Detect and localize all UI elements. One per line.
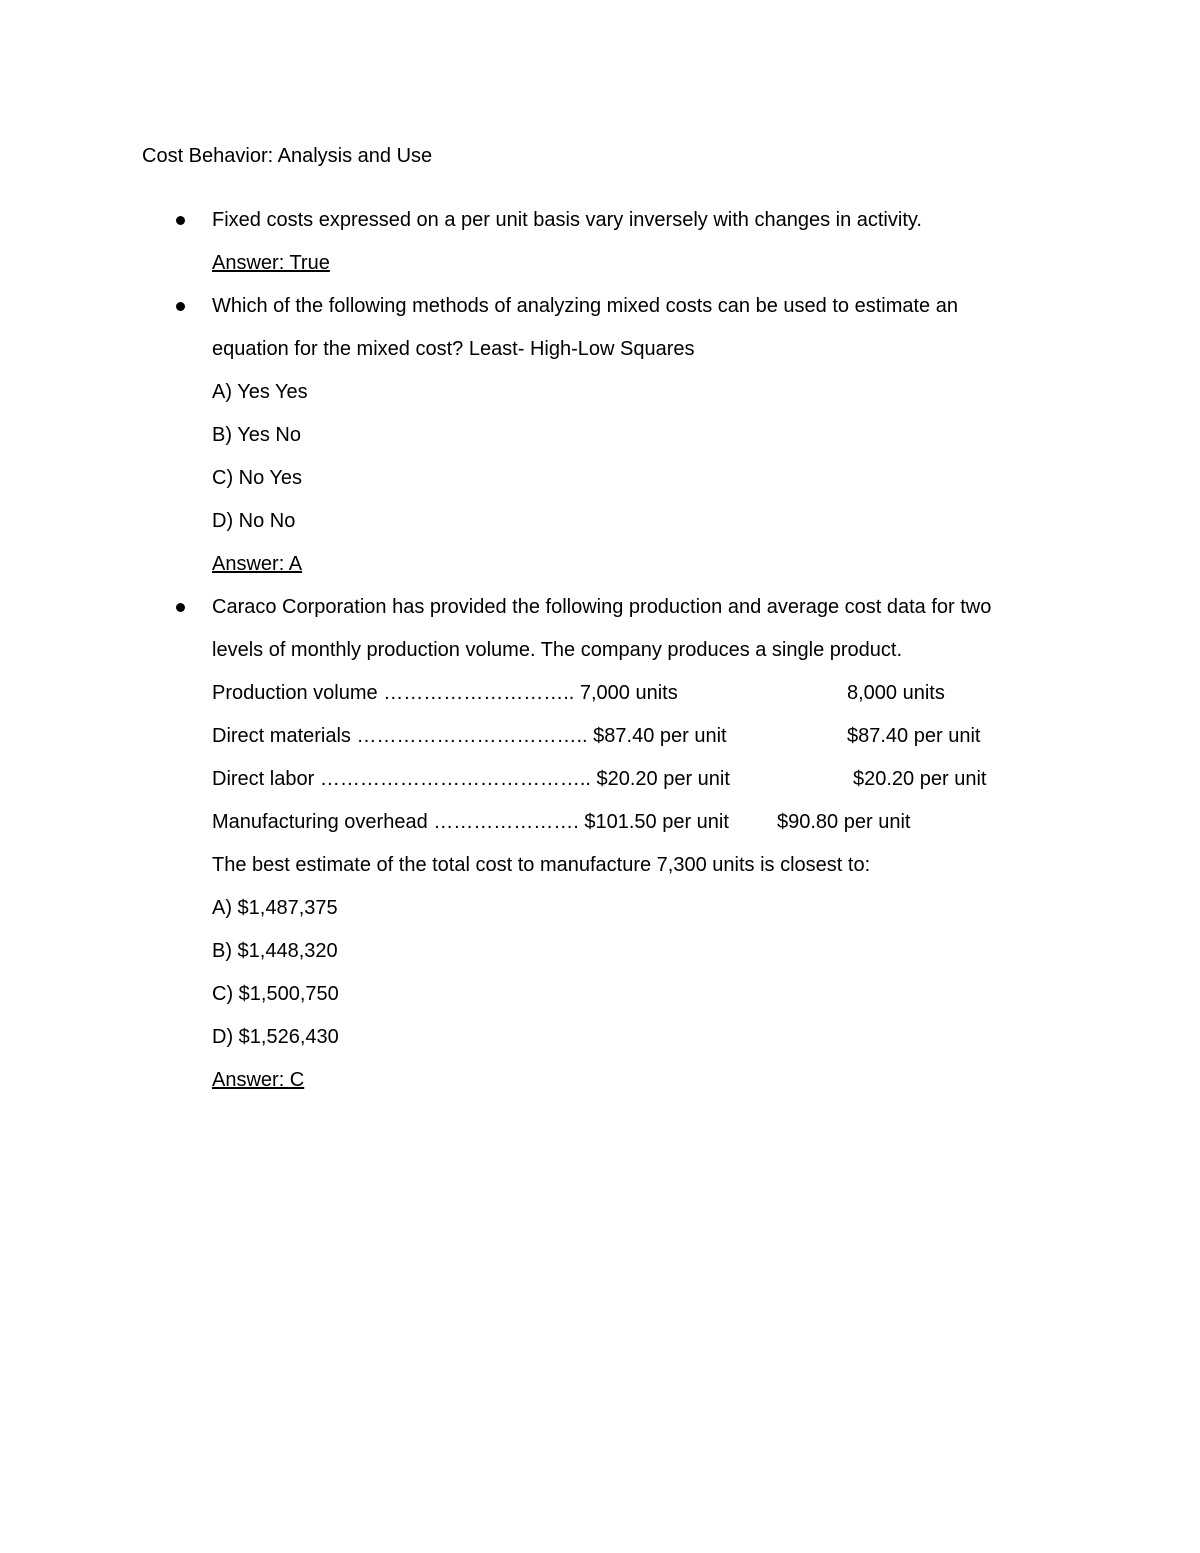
table-cell-direct-labor-8000: $20.20 per unit [853, 768, 987, 790]
bullet-icon [176, 302, 185, 311]
q3-answer: Answer: C [212, 1069, 305, 1091]
q2-option-d: D) No No [212, 510, 296, 532]
table-cell-production-volume-8000: 8,000 units [847, 682, 945, 704]
q2-text-line2: equation for the mixed cost? Least- High-Low Squares [212, 338, 695, 360]
q3-option-b: B) $1,448,320 [212, 940, 338, 962]
q3-prompt: The best estimate of the total cost to manufacture 7,300 units is closest to: [212, 854, 871, 876]
bullet-icon [176, 603, 185, 612]
q2-answer: Answer: A [212, 553, 303, 575]
q2-text-line1: Which of the following methods of analyzing mixed costs can be used to estimate an [212, 295, 958, 317]
q1-answer: Answer: True [212, 252, 330, 274]
table-cell-manufacturing-overhead-8000: $90.80 per unit [777, 811, 911, 833]
q2-option-c: C) No Yes [212, 467, 303, 489]
document-title: Cost Behavior: Analysis and Use [142, 145, 433, 167]
q3-text-line2: levels of monthly production volume. The company produces a single product. [212, 639, 903, 661]
q3-option-d: D) $1,526,430 [212, 1026, 339, 1048]
q3-text-line1: Caraco Corporation has provided the following production and average cost data for two [212, 596, 992, 618]
q1-text: Fixed costs expressed on a per unit basis vary inversely with changes in activity. [212, 209, 922, 231]
q3-option-a: A) $1,487,375 [212, 897, 338, 919]
table-cell-direct-materials-8000: $87.40 per unit [847, 725, 981, 747]
bullet-icon [176, 216, 185, 225]
table-row-direct-materials: Direct materials …………………………….. $87.40 per unit [212, 725, 727, 747]
q3-option-c: C) $1,500,750 [212, 983, 339, 1005]
table-row-production-volume: Production volume ……………………….. 7,000 units [212, 682, 678, 704]
q2-option-a: A) Yes Yes [212, 381, 308, 403]
q2-option-b: B) Yes No [212, 424, 301, 446]
table-row-manufacturing-overhead: Manufacturing overhead …………………. $101.50 per unit [212, 811, 729, 833]
table-row-direct-labor: Direct labor ………………………………….. $20.20 per unit [212, 768, 730, 790]
